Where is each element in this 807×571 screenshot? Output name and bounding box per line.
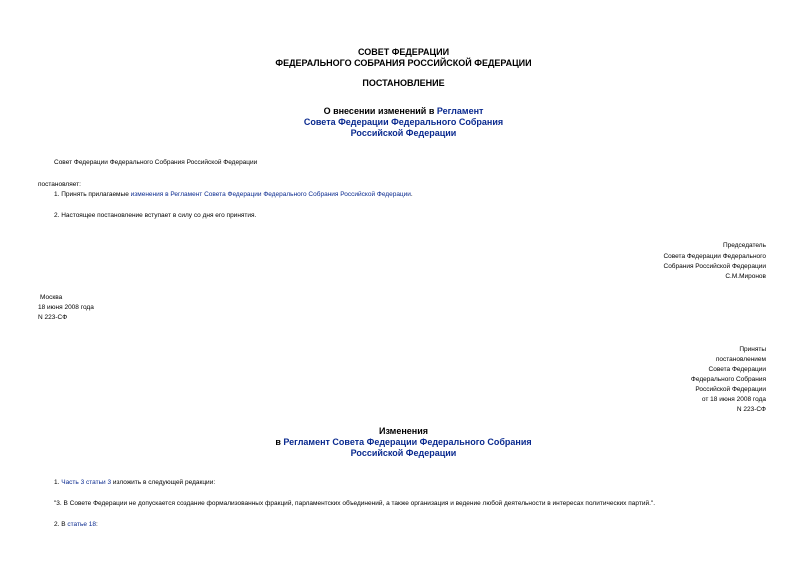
adopted-line5: Российской Федерации — [695, 386, 766, 393]
changes-p3-suffix: : — [96, 521, 98, 528]
place-date: 18 июня 2008 года — [38, 304, 94, 311]
adopted-line4: Федерального Собрания — [690, 376, 766, 383]
changes-subheading-line1 — [0, 437, 807, 448]
changes-p1 — [54, 478, 215, 487]
item-1 — [54, 190, 413, 199]
signature-line3: Собрания Российской Федерации — [663, 263, 766, 270]
changes-p1-link[interactable]: Часть 3 статьи 3 — [61, 479, 112, 486]
adopted-line7: N 223-СФ — [736, 406, 766, 413]
changes-sub-link1[interactable]: Регламент Совета Федерации Федерального Собрания — [283, 437, 532, 447]
changes-p3 — [54, 520, 98, 529]
changes-p1-suffix: изложить в следующей редакции: — [111, 479, 216, 486]
place-number: N 223-СФ — [38, 314, 68, 321]
title-line2 — [0, 117, 807, 128]
changes-p2: "3. В Совете Федерации не допускается создание формализованных фракций, парламентских объединений, а также организация и ведение любой деятельности в интересах политических партий.". — [54, 500, 655, 507]
changes-p3-link[interactable]: статье 18 — [67, 521, 97, 528]
title-prefix: О внесении изменений в — [323, 106, 437, 116]
title-link-line2[interactable]: Совета Федерации Федерального Собрания — [303, 117, 504, 127]
adopted-line1: Приняты — [739, 346, 766, 353]
title-link-line3[interactable]: Российской Федерации — [350, 128, 457, 138]
changes-subheading-line2 — [0, 448, 807, 459]
doc-type: ПОСТАНОВЛЕНИЕ — [362, 78, 445, 88]
signature-line2: Совета Федерации Федерального — [663, 253, 766, 260]
adopted-line6: от 18 июня 2008 года — [701, 396, 766, 403]
changes-heading: Изменения — [378, 426, 429, 436]
item-1-prefix: 1. Принять прилагаемые — [54, 191, 131, 198]
title-link-reglament[interactable]: Регламент — [436, 106, 484, 116]
title-line1 — [0, 106, 807, 117]
item-1-link[interactable]: изменения в Регламент Совета Федерации Федерального Собрания Российской Федерации — [130, 191, 411, 198]
changes-sub-prefix: в — [275, 437, 284, 447]
resolves-text: постановляет: — [38, 181, 81, 188]
adopted-line2: постановлением — [715, 356, 766, 363]
item-2: 2. Настоящее постановление вступает в силу со дня его принятия. — [54, 212, 257, 219]
signature-line1: Председатель — [722, 242, 766, 249]
header-line2: ФЕДЕРАЛЬНОГО СОБРАНИЯ РОССИЙСКОЙ ФЕДЕРАЦИИ — [275, 58, 532, 68]
changes-p1-prefix: 1. — [54, 479, 62, 486]
intro-text: Совет Федерации Федерального Собрания Российской Федерации — [54, 159, 258, 166]
title-line3 — [0, 128, 807, 139]
header-line1: СОВЕТ ФЕДЕРАЦИИ — [357, 47, 450, 57]
changes-sub-link2[interactable]: Российской Федерации — [350, 448, 457, 458]
changes-p3-prefix: 2. В — [54, 521, 68, 528]
item-1-suffix: . — [410, 191, 413, 198]
place-city: Москва — [40, 294, 63, 301]
signature-name: С.М.Миронов — [725, 273, 766, 280]
adopted-line3: Совета Федерации — [708, 366, 766, 373]
